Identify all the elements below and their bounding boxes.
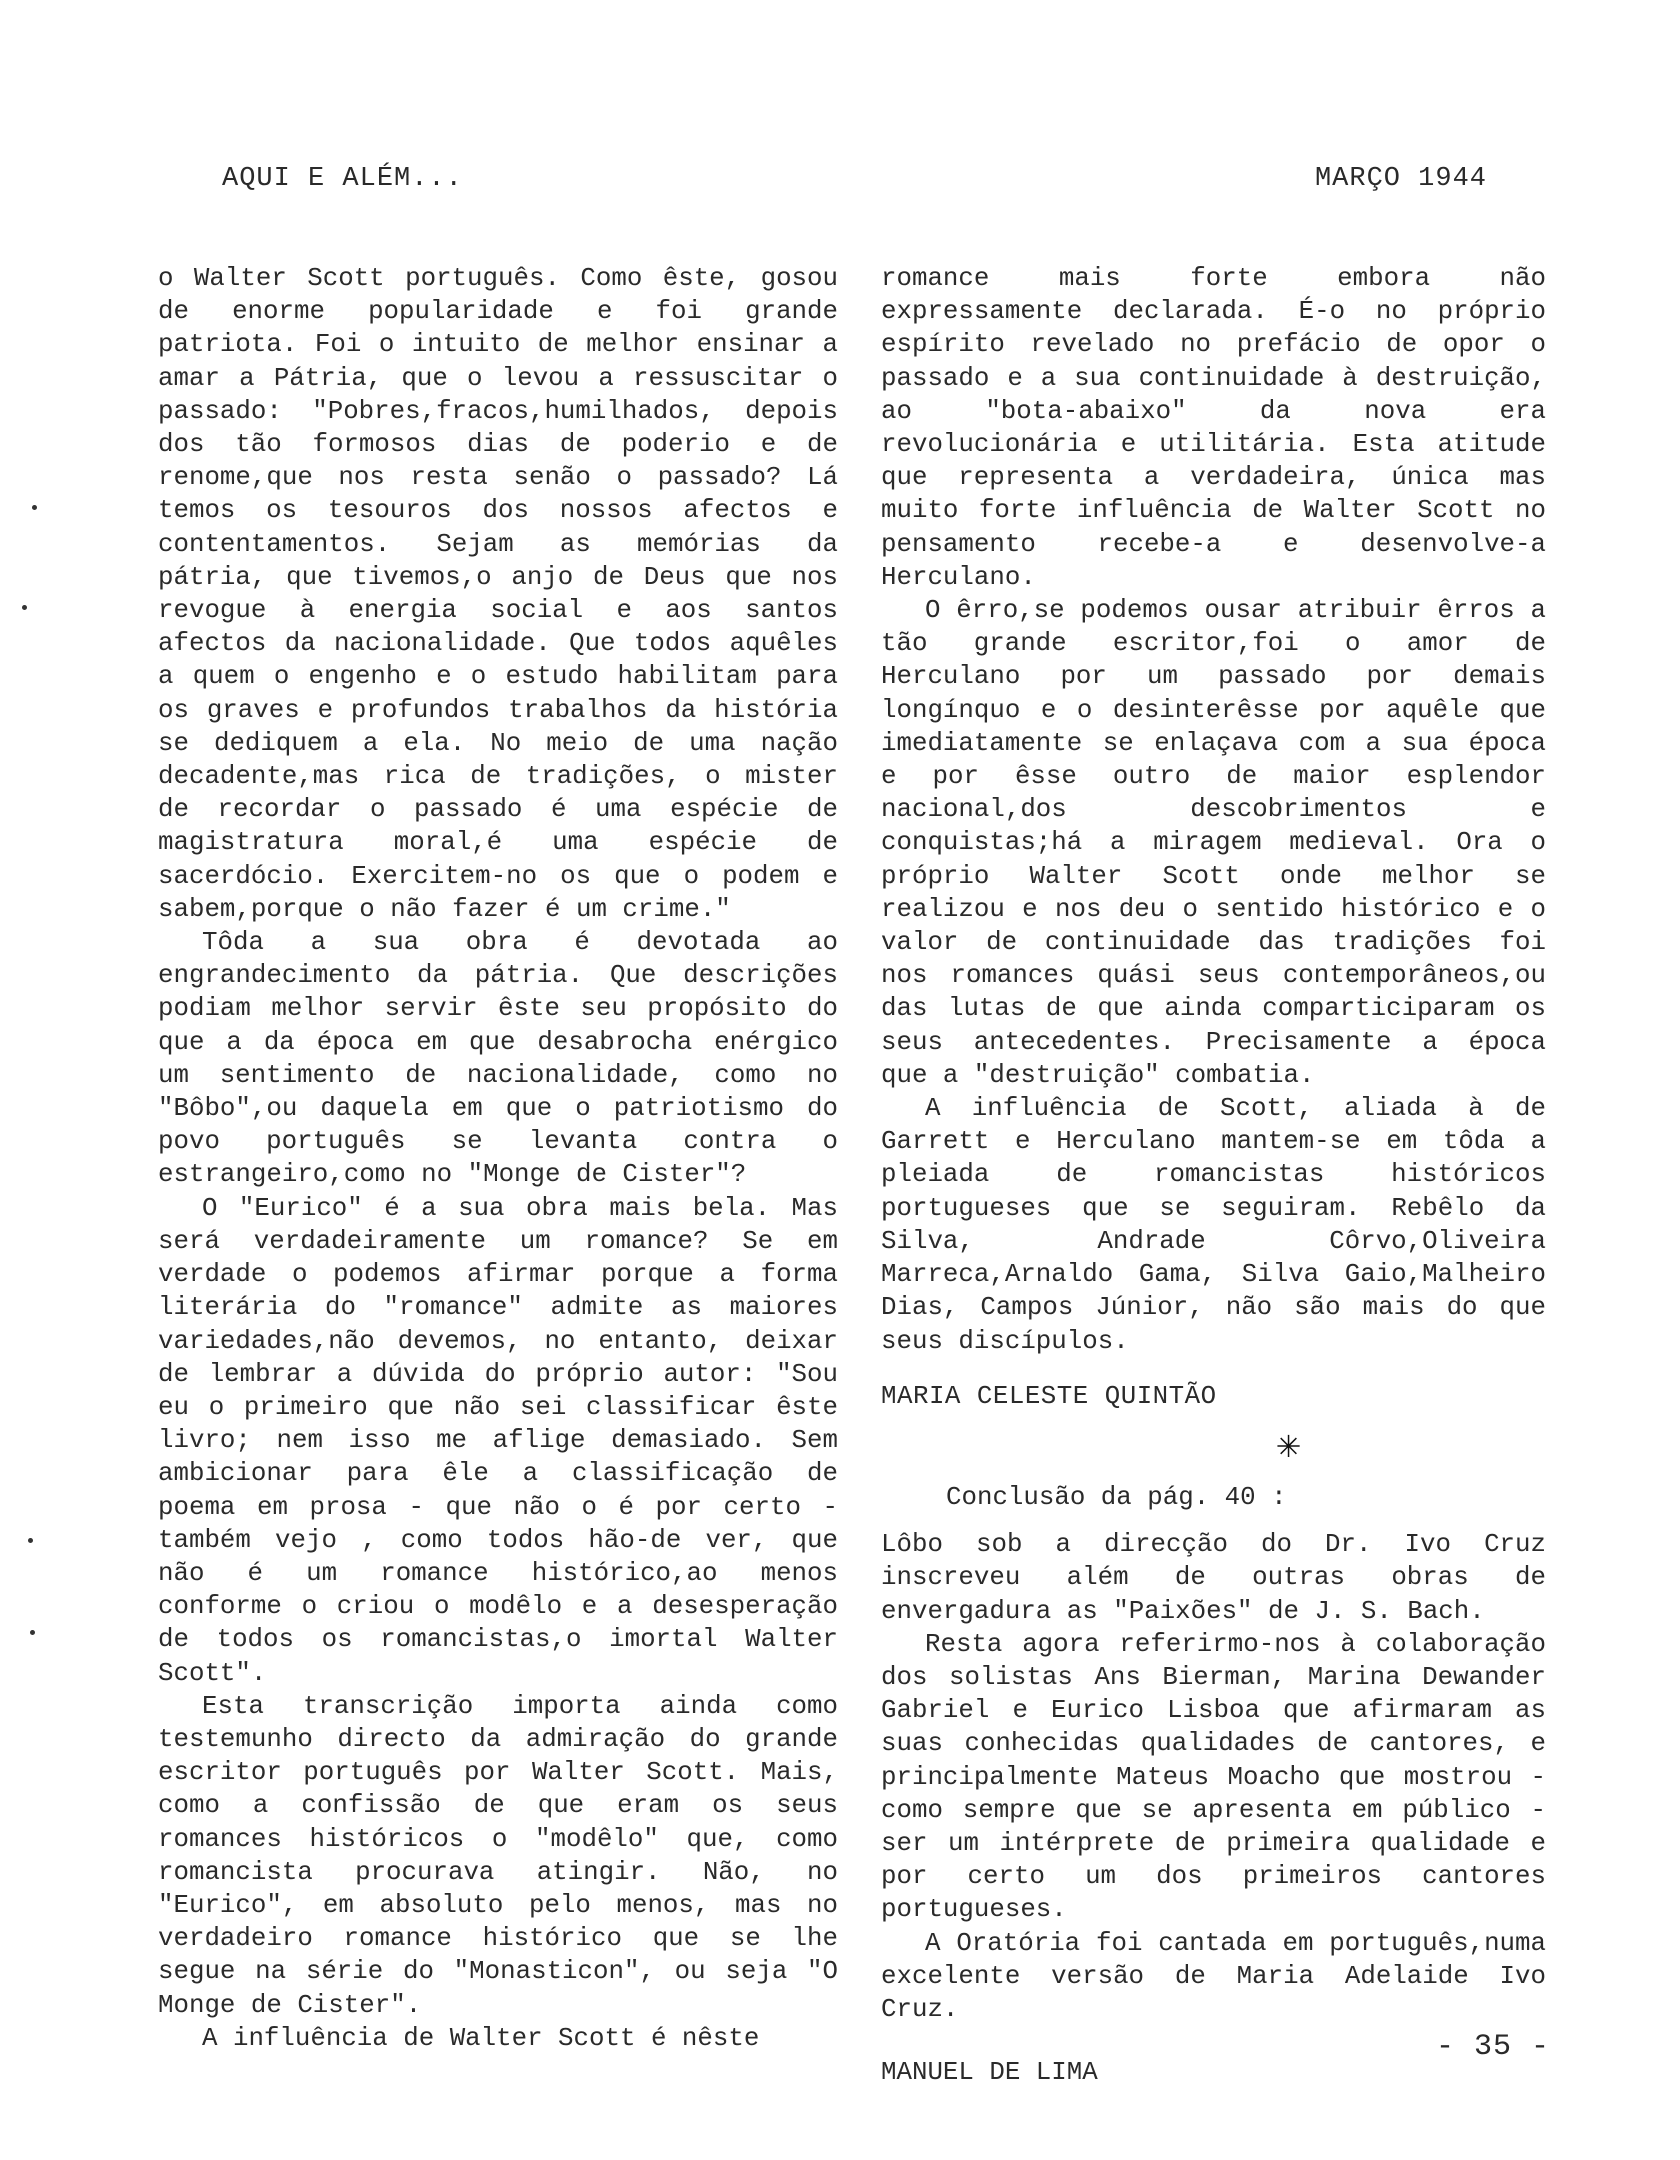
continuation-note: Conclusão da pág. 40 :: [946, 1482, 1287, 1512]
paragraph: O "Eurico" é a sua obra mais bela. Mas será verdadeiramente um romance? Se em verdade o podemos afirmar porque a forma literária do "romance" admite as maiores variedades,não devemos, no entanto, deixar de lembrar a dúvida do próprio autor: "Sou eu o primeiro que não sei classificar êste livro; nem isso me aflige demasiado. Sem ambicionar para êle a classificação de poema em prosa - que não o é por certo - também vejo , como todos hão-de ver, que não é um romance histórico,ao menos conforme o criou o modêlo e a desesperação de todos os romancistas,o imortal Walter Scott".: [158, 1193, 838, 1688]
margin-mark: [32, 505, 37, 510]
page-number: - 35 -: [1435, 2030, 1550, 2064]
paragraph: romance mais forte embora não expressamente declarada. É-o no próprio espírito revelado no prefácio de opor o passado e a sua continuidade à destruição, ao "bota-abaixo" da nova era revolucionária e utilitária. Esta atitude que representa a verdadeira, única mas muito forte influência de Walter Scott no pensamento recebe-a e desenvolve-a Herculano.: [881, 264, 1546, 592]
paragraph: A influência de Scott, aliada à de Garrett e Herculano mantem-se em tôda a pleiada de romancistas históricos portugueses que se seguiram. Rebêlo da Silva, Andrade Côrvo,Oliveira Marreca,Arnaldo Gama, Silva Gaio,Malheiro Dias, Campos Júnior, não são mais do que seus discípulos.: [881, 1094, 1546, 1356]
paragraph: Resta agora referirmo-nos à colaboração dos solistas Ans Bierman, Marina Dewander Gabriel e Eurico Lisboa que afirmaram as suas conhecidas qualidades de cantores, e principalmente Mateus Moacho que mostrou - como sempre que se apresenta em público - ser um intérprete de primeira qualidade e por certo um dos primeiros cantores portugueses.: [881, 1629, 1546, 1925]
paragraph: o Walter Scott português. Como êste, gosou de enorme popularidade e foi grande patriota. Foi o intuito de melhor ensinar a amar a Pátria, que o levou a ressuscitar o passado: "Pobres,fracos,humilhados, depois dos tão formosos dias de poderio e de renome,que nos resta senão o passado? Lá temos os tesouros dos nossos afectos e contentamentos. Sejam as memórias da pátria, que tivemos,o anjo de Deus que nos revogue à energia social e aos santos afectos da nacionalidade. Que todos aquêles a quem o engenho e o estudo habilitam para os graves e profundos trabalhos da história se dediquem a ela. No meio de uma nação decadente,mas rica de tradições, o mister de recordar o passado é uma espécie de magistratura moral,é uma espécie de sacerdócio. Exercitem-no os que o podem e sabem,porque o não fazer é um crime.": [158, 264, 838, 924]
paragraph: A influência de Walter Scott é nêste: [202, 2023, 760, 2053]
page-header: [222, 164, 1487, 204]
paragraph: O êrro,se podemos ousar atribuir êrros a tão grande escritor,foi o amor de Herculano por um passado por demais longínquo e o desinterêsse por aquêle que imediatamente se enlaçava com a sua época e por êsse outro de maior esplendor nacional,dos descobrimentos e conquistas;há a miragem medieval. Ora o próprio Walter Scott onde melhor se realizou e nos deu o sentido histórico e o valor de continuidade das tradições foi nos romances quási seus contemporâneos,ou das lutas de que ainda comparticiparam os seus antecedentes. Precisamente a época que a "destruição" combatia.: [881, 596, 1546, 1090]
author-signature: MANUEL DE LIMA: [881, 2058, 1098, 2088]
publication-title: AQUI E ALÉM...: [222, 164, 463, 194]
asterisk-separator-icon: ✳: [1276, 1424, 1301, 1470]
margin-mark: [22, 605, 27, 610]
issue-date: MARÇO 1944: [1314, 164, 1487, 194]
margin-mark: [30, 1630, 35, 1635]
right-column: [881, 262, 1546, 2089]
margin-mark: [28, 1538, 33, 1543]
author-signature: MARIA CELESTE QUINTÃO: [881, 1381, 1217, 1411]
paragraph: Tôda a sua obra é devotada ao engrandecimento da pátria. Que descrições podiam melhor servir êste seu propósito do que a da época em que desabrocha enérgico um sentimento de nacionalidade, como no "Bôbo",ou daquela em que o patriotismo do povo português se levanta contra o estrangeiro,como no "Monge de Cister"?: [158, 928, 838, 1190]
paragraph: Lôbo sob a direcção do Dr. Ivo Cruz inscreveu além de outras obras de envergadura as "Paixões" de J. S. Bach.: [881, 1530, 1546, 1626]
left-column: [158, 262, 838, 2055]
paragraph: Esta transcrição importa ainda como testemunho directo da admiração do grande escritor português por Walter Scott. Mais, como a confissão de que eram os seus romances históricos o "modêlo" que, como romancista procurava atingir. Não, no "Eurico", em absoluto pelo menos, mas no verdadeiro romance histórico que se lhe segue na série do "Monasticon", ou seja "O Monge de Cister".: [158, 1691, 838, 2020]
paragraph: A Oratória foi cantada em português,numa excelente versão de Maria Adelaide Ivo Cruz.: [881, 1928, 1546, 2024]
